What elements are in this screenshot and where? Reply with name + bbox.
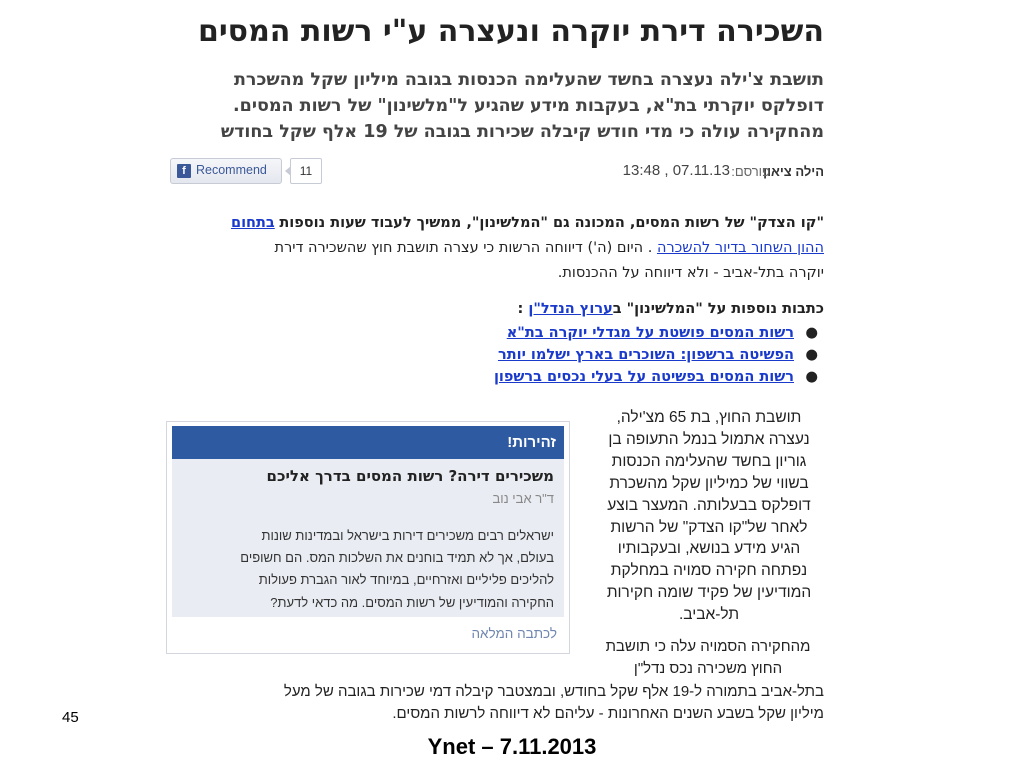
promo-text-line: ישראלים רבים משכירים דירות בישראל ובמדינות שונות <box>261 528 554 543</box>
recommend-label: Recommend <box>196 163 267 177</box>
body-line: תל-אביב. <box>678 606 740 624</box>
related-item <box>494 322 824 344</box>
related-link[interactable]: רשות המסים פושטת על מגדלי יוקרה בת"א <box>506 325 794 341</box>
bullet-icon: ● <box>805 325 818 341</box>
related-list <box>494 322 824 388</box>
subtitle-line: תושבת צ'ילה נעצרה בחשד שהעלימה הכנסות בגובה מיליון שקל מהשכרת <box>233 70 824 90</box>
promo-box-header <box>172 426 564 459</box>
subtitle-line: דופלקס יוקרתי בת"א, בעקבות מידע שהגיע ל"מלשינון" של רשות המסים. <box>233 96 824 116</box>
body-line: דופלקס בבעלותה. המעצר בוצע <box>607 496 811 514</box>
closing-line: החוץ משכירה נכס נדל"ן <box>633 660 783 678</box>
body-line: תושבת החוץ, בת 65 מצ'ילה, <box>616 409 802 426</box>
article-subtitle <box>166 67 824 145</box>
body-line: לאחר של"קו הצדק" של הרשות <box>610 518 808 536</box>
body-line: בשווי של כמיליון שקל מהשכרת <box>609 474 809 492</box>
body-column-text <box>594 407 824 626</box>
recommend-count: 11 <box>290 158 322 184</box>
promo-text-line: החקירה והמודיעין של רשות המסים. מה כדאי לדעת? <box>270 594 554 610</box>
intro-line-1 <box>166 211 824 236</box>
article-headline: השכירה דירת יוקרה ונעצרה ע"י רשות המסים <box>197 14 824 49</box>
author-name[interactable]: הילה ציאון <box>763 164 824 179</box>
slide-source-caption: Ynet – 7.11.2013 <box>427 734 597 759</box>
facebook-recommend-button[interactable] <box>170 158 282 184</box>
promo-box <box>166 421 570 654</box>
closing-line: בתל-אביב בתמורה ל-19 אלף שקל בחודש, ובמצטבר קיבלה דמי שכירות בגובה של מעל <box>283 682 824 700</box>
bullet-icon: ● <box>805 369 818 385</box>
related-heading <box>518 298 824 320</box>
promo-box-title[interactable]: משכירים דירה? רשות המסים בדרך אליכם <box>266 467 554 485</box>
promo-box-heading: זהירות! <box>507 434 556 451</box>
body-line: הגיע מידע בנושא, ובעקבותיו <box>617 540 801 558</box>
closing-line: מהחקירה הסמויה עלה כי תושבת <box>605 638 811 655</box>
closing-line: מיליון שקל בשבע השנים האחרונות - עליהם לא דיווחה לרשות המסים. <box>392 705 824 723</box>
body-line: נפתחה חקירה סמויה במחלקת <box>610 562 808 580</box>
promo-box-content <box>172 459 564 617</box>
subtitle-line: מהחקירה עולה כי מדי חודש קיבלה שכירות בגובה של 19 אלף שקל בחודש <box>220 122 824 142</box>
slide-page-number: 45 <box>62 709 79 726</box>
intro-line-3: יוקרה בתל-אביב - ולא דיווחה על ההכנסות. <box>557 265 824 281</box>
intro-bold-quote: "קו הצדק" של רשות המסים, המכונה גם "המלשינון", ממשיך לעבוד שעות נוספות <box>279 215 824 231</box>
related-link[interactable]: הפשיטה ברשפון: השוכרים בארץ ישלמו יותר <box>497 347 794 363</box>
bullet-icon: ● <box>805 347 818 363</box>
intro-line-2 <box>166 236 824 261</box>
related-heading-colon: : <box>517 301 529 317</box>
related-heading-text: כתבות נוספות על "המלשינון" ב <box>612 301 824 317</box>
link-realestate-channel[interactable]: ערוץ הנדל"ן <box>528 301 613 317</box>
promo-box-author: ד"ר אבי נוב <box>492 491 554 506</box>
link-black-capital[interactable]: ההון השחור בדיור להשכרה <box>656 240 824 256</box>
link-bathum[interactable]: בתחום <box>230 215 275 231</box>
facebook-icon: f <box>177 164 191 178</box>
full-article-link[interactable]: לכתבה המלאה <box>471 626 557 641</box>
related-item <box>494 344 824 366</box>
promo-text-line: להליכים פליליים ואזרחיים, במיוחד לאור הגברת פעולות <box>258 572 554 588</box>
intro-paragraph <box>166 211 824 286</box>
publish-datetime: 13:48 , 07.11.13 <box>622 162 730 179</box>
published-label: פורסם: <box>731 164 770 179</box>
related-item <box>494 366 824 388</box>
promo-box-text <box>240 525 554 614</box>
closing-paragraph <box>166 636 824 726</box>
body-line: המודיעין של פקיד שומה חקירות <box>606 584 812 602</box>
body-line: גוריון בחשד שהעלימה הכנסות <box>611 452 807 470</box>
related-link[interactable]: רשות המסים בפשיטה על בעלי נכסים ברשפון <box>493 369 794 385</box>
body-line: נעצרה אתמול בנמל התעופה בן <box>608 430 810 448</box>
intro-line-2-text: . היום (ה') דיווחה הרשות כי עצרה תושבת חוץ שהשכירה דירת <box>274 240 653 256</box>
promo-text-line: בעולם, אך לא תמיד בוחנים את השלכות המס. הם חשופים <box>240 550 554 566</box>
article-clipping <box>166 0 824 725</box>
